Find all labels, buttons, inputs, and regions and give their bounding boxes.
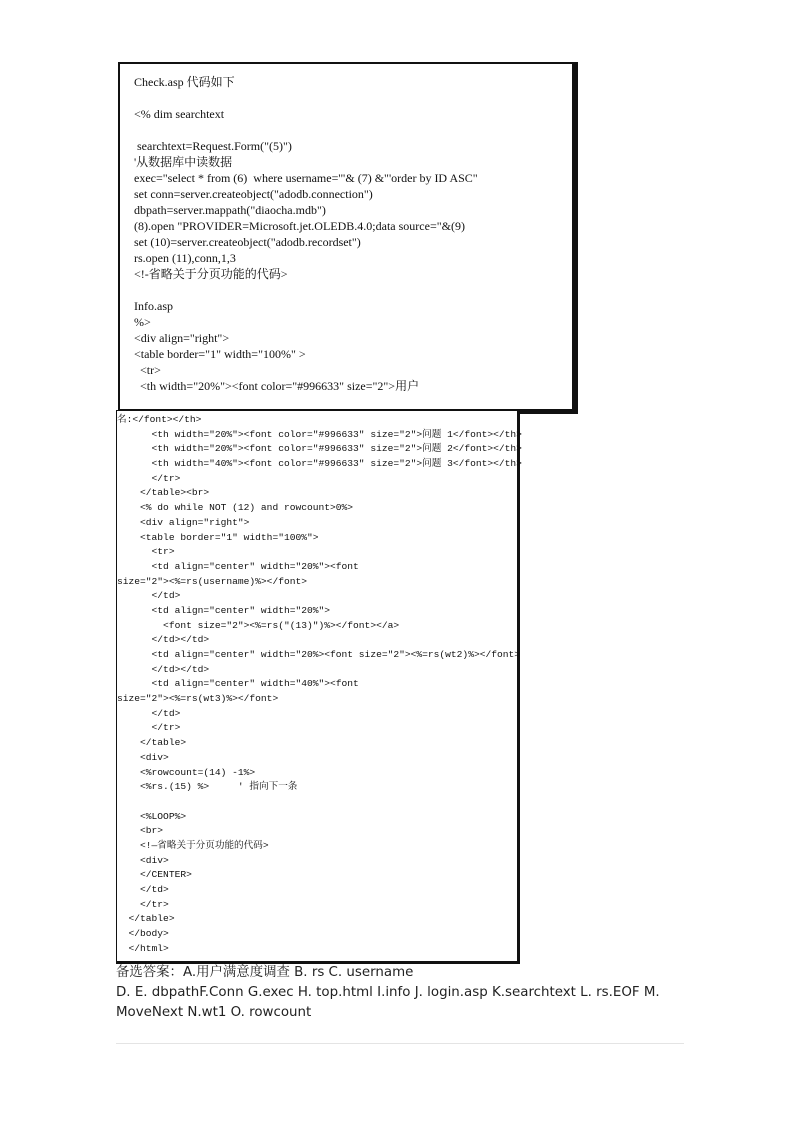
answer-line-1: 备选答案：A.用户满意度调查 B. rs C. username <box>116 965 414 980</box>
code-line: rs.open (11),conn,1,3 <box>134 251 236 265</box>
code-screenshot-bottom <box>116 410 520 964</box>
code-line: searchtext=Request.Form("(5)") <box>134 139 292 153</box>
code-line: <!-省略关于分页功能的代码> <box>134 267 288 281</box>
code-line: <%LOOP%> <box>117 810 187 822</box>
code-line: set (10)=server.createobject("adodb.recordset") <box>134 235 361 249</box>
code-line <box>134 282 478 298</box>
code-line: </td> <box>117 707 181 719</box>
code-line: </table> <box>117 737 187 749</box>
code-line: %> <box>134 315 151 329</box>
code-line: </html> <box>117 942 169 954</box>
code-line: '从数据库中读数据 <box>134 155 233 169</box>
code-line: size="2"><%=rs(username)%></font> <box>117 575 307 587</box>
code-line: exec="select * from (6) where username='"& (7) &"'order by ID ASC" <box>134 171 478 185</box>
code-line: <table border="1" width="100%"> <box>117 531 319 543</box>
code-line: </tr> <box>117 898 169 910</box>
code-line: <div align="right"> <box>117 516 250 528</box>
code-line: <font size="2"><%=rs("(13)")%></font></a> <box>117 619 400 631</box>
answer-line-3: MoveNext N.wt1 O. rowcount <box>116 1005 312 1020</box>
code-line: <th width="20%"><font color="#996633" size="2">问题 1</font></th> <box>117 428 522 440</box>
code-line: 名:</font></th> <box>117 414 202 425</box>
code-line: </table><br> <box>117 487 210 499</box>
code-line: </td></td> <box>117 663 210 675</box>
code-line: <!—省略关于分页功能的代码> <box>117 839 269 851</box>
info-asp-code-block <box>117 413 522 956</box>
code-line: <%rs.(15) %> ' 指向下一条 <box>117 781 298 793</box>
code-line: <div> <box>117 854 169 866</box>
code-line: <%rowcount=(14) -1%> <box>117 766 256 778</box>
code-line: <tr> <box>134 363 161 377</box>
code-line: size="2"><%=rs(wt3)%></font> <box>117 693 279 705</box>
code-line: <th width="40%"><font color="#996633" size="2">问题 3</font></th> <box>117 458 522 470</box>
code-line: <th width="20%"><font color="#996633" size="2">问题 2</font></th> <box>117 443 522 455</box>
code-line: set conn=server.createobject("adodb.connection") <box>134 187 373 201</box>
answer-options <box>116 963 716 1023</box>
code-line: </CENTER> <box>117 869 192 881</box>
code-line <box>117 795 522 810</box>
code-line <box>134 122 478 138</box>
code-line: <th width="20%"><font color="#996633" size="2">用户 <box>134 379 420 393</box>
code-line: <% dim searchtext <box>134 107 225 121</box>
code-line: <td align="center" width="20%"><font <box>117 560 359 572</box>
code-line: <div> <box>117 751 169 763</box>
page-divider <box>116 1043 684 1044</box>
code-line: <td align="center" width="20%"> <box>117 604 331 616</box>
check-asp-code-block <box>134 74 478 394</box>
code-line: </tr> <box>117 722 181 734</box>
code-line: <table border="1" width="100%" > <box>134 347 306 361</box>
code-line: <td align="center" width="20%><font size="2"><%=rs(wt2)%></font> <box>117 649 521 660</box>
code-line: </td></td> <box>117 634 210 646</box>
code-line: (8).open "PROVIDER=Microsoft.jet.OLEDB.4.0;data source="&(9) <box>134 219 465 233</box>
code-line: Check.asp 代码如下 <box>134 75 235 89</box>
code-line: </td> <box>117 590 181 602</box>
code-line: <tr> <box>117 546 175 558</box>
code-line <box>134 90 478 106</box>
code-line: <br> <box>117 825 164 837</box>
code-line: </body> <box>117 928 169 940</box>
code-line: Info.asp <box>134 299 173 313</box>
code-line: </td> <box>117 884 169 895</box>
code-line: </tr> <box>117 472 181 484</box>
code-screenshot-top <box>118 62 578 414</box>
code-line: <td align="center" width="40%"><font <box>117 678 359 690</box>
code-line: </table> <box>117 913 175 925</box>
code-line: dbpath=server.mappath("diaocha.mdb") <box>134 203 326 217</box>
answer-line-2: D. E. dbpathF.Conn G.exec H. top.html I.info J. login.asp K.searchtext L. rs.EOF M. <box>116 985 660 1000</box>
code-line: <div align="right"> <box>134 331 230 345</box>
code-line: <% do while NOT (12) and rowcount>0%> <box>117 502 354 514</box>
